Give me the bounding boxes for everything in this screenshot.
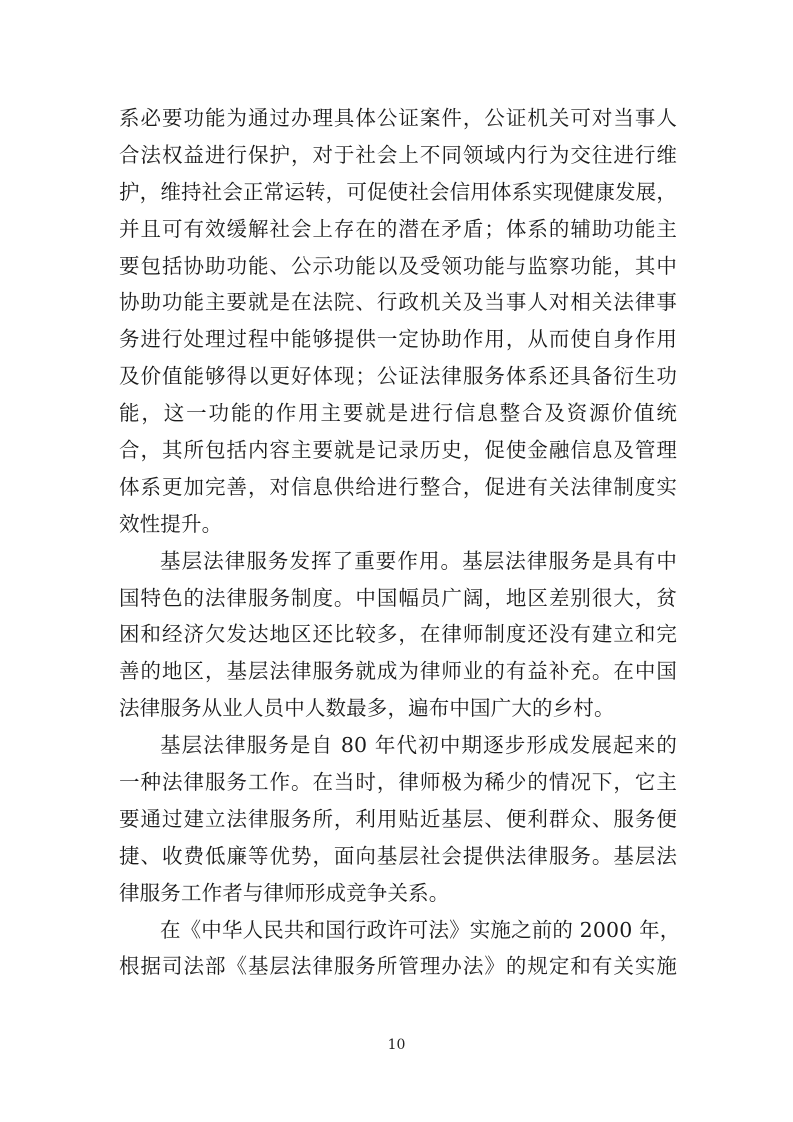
text-line: 困和经济欠发达地区还比较多，在律师制度还没有建立和完 (119, 622, 677, 647)
text-line: 及价值能够得以更好体现；公证法律服务体系还具备衍生功 (119, 364, 677, 389)
text-line: 律服务工作者与律师形成竞争关系。 (119, 880, 450, 905)
text-line: 能，这一功能的作用主要就是进行信息整合及资源价值统 (119, 401, 677, 426)
paragraph-notary-functions (119, 100, 677, 543)
page-body (119, 100, 681, 985)
paragraph-grassroots-history (119, 727, 677, 911)
text-line: 基层法律服务发挥了重要作用。基层法律服务是具有中 (160, 548, 677, 573)
text-line: 效性提升。 (119, 511, 223, 536)
text-line: 善的地区，基层法律服务就成为律师业的有益补充。在中国 (119, 659, 677, 684)
text-line: 护，维持社会正常运转，可促使社会信用体系实现健康发展， (119, 179, 677, 204)
text-line: 根据司法部《基层法律服务所管理办法》的规定和有关实施 (119, 954, 677, 979)
text-line: 体系更加完善，对信息供给进行整合，促进有关法律制度实 (119, 474, 677, 499)
paragraph-grassroots-role (119, 543, 677, 727)
text-line: 国特色的法律服务制度。中国幅员广阔，地区差别很大，贫 (119, 585, 677, 610)
text-line: 法律服务从业人员中人数最多，遍布中国广大的乡村。 (119, 696, 615, 721)
text-line: 捷、收费低廉等优势，面向基层社会提供法律服务。基层法 (119, 843, 677, 868)
text-line: 务进行处理过程中能够提供一定协助作用，从而使自身作用 (119, 327, 677, 352)
text-line: 并且可有效缓解社会上存在的潜在矛盾；体系的辅助功能主 (119, 216, 677, 241)
text-line: 合法权益进行保护，对于社会上不同领域内行为交往进行维 (119, 142, 677, 167)
text-line: 在《中华人民共和国行政许可法》实施之前的 2000 年， (160, 917, 681, 942)
text-line: 一种法律服务工作。在当时，律师极为稀少的情况下，它主 (119, 770, 677, 795)
text-line: 基层法律服务是自 80 年代初中期逐步形成发展起来的 (160, 733, 677, 758)
page-number: 10 (387, 1037, 406, 1053)
text-line: 协助功能主要就是在法院、行政机关及当事人对相关法律事 (119, 290, 677, 315)
paragraph-administrative-licensing (119, 912, 681, 986)
text-line: 要通过建立法律服务所，利用贴近基层、便利群众、服务便 (119, 806, 677, 831)
text-line: 合，其所包括内容主要就是记录历史，促使金融信息及管理 (119, 438, 677, 463)
text-line: 系必要功能为通过办理具体公证案件，公证机关可对当事人 (119, 106, 677, 130)
text-line: 要包括协助功能、公示功能以及受领功能与监察功能，其中 (119, 253, 677, 278)
